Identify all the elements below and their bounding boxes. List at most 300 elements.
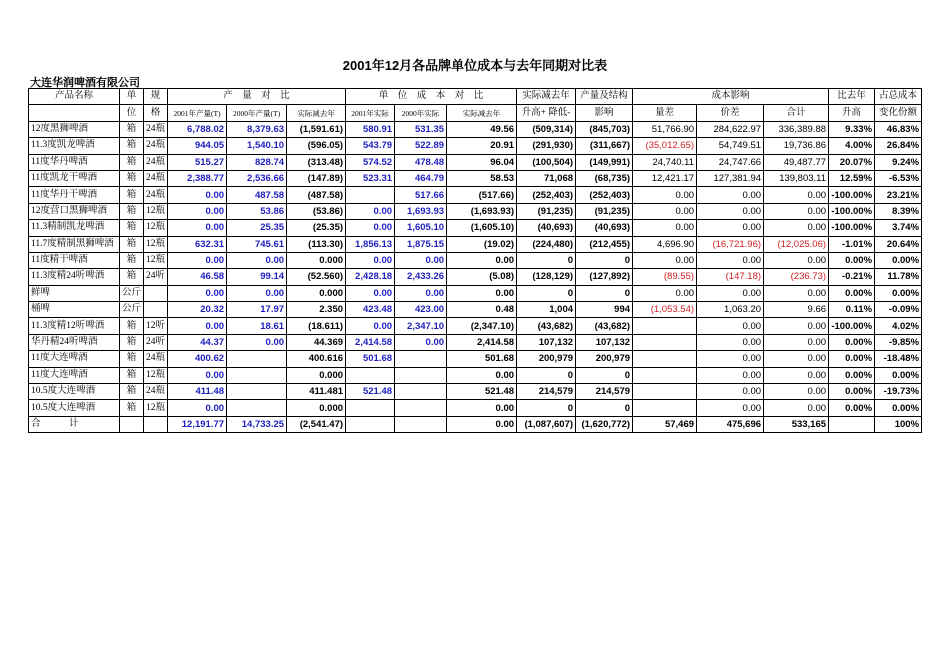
cell-total: 0.00 [764, 203, 829, 219]
cell-vs-last-pct: 0.00% [829, 400, 875, 416]
cell-share-change: -18.48% [875, 351, 922, 367]
cell-actual-minus-last: 0 [517, 252, 576, 268]
cell-uc-2000: 1,875.15 [395, 236, 447, 252]
cell-share-change: 0.00% [875, 285, 922, 301]
cell-price-diff: 284,622.97 [697, 121, 764, 137]
cell-qty-diff [633, 400, 697, 416]
cell-share-change: 0.00% [875, 367, 922, 383]
cell-prod-2000: 0.00 [227, 334, 287, 350]
cell-structure-effect: (252,403) [576, 187, 633, 203]
cell-spec: 24听 [144, 334, 168, 350]
cell-product-name: 11.3精制凯龙啤酒 [29, 220, 120, 236]
company-name: 大连华润啤酒有限公司 [30, 77, 140, 89]
cell-total: 139,803.11 [764, 170, 829, 186]
cell-uc-2001: 0.00 [346, 285, 395, 301]
totals-share: 100% [875, 416, 922, 432]
cell-price-diff: (16,721.96) [697, 236, 764, 252]
cell-qty-diff: 4,696.90 [633, 236, 697, 252]
cell-qty-diff: 0.00 [633, 220, 697, 236]
cell-uc-2000 [395, 400, 447, 416]
cell-structure-effect: (845,703) [576, 121, 633, 137]
cell-uc-2000: 0.00 [395, 334, 447, 350]
cell-structure-effect: (68,735) [576, 170, 633, 186]
cell-prod-2001: 46.58 [168, 269, 227, 285]
cell-structure-effect: 214,579 [576, 384, 633, 400]
cell-share-change: 26.84% [875, 138, 922, 154]
cell-vs-last-pct: 20.07% [829, 154, 875, 170]
header-actual-minus-last: 实际减去年 [517, 89, 576, 105]
cell-prod-2000: 53.86 [227, 203, 287, 219]
cell-prod-2001: 0.00 [168, 285, 227, 301]
cell-unit: 箱 [120, 400, 144, 416]
cell-uc-2001: 2,414.58 [346, 334, 395, 350]
cell-price-diff: 127,381.94 [697, 170, 764, 186]
cell-structure-effect: (43,682) [576, 318, 633, 334]
cell-qty-diff: 51,766.90 [633, 121, 697, 137]
cell-prod-diff: (113.30) [287, 236, 346, 252]
report-title: 2001年12月各品牌单位成本与去年同期对比表 [342, 58, 608, 73]
cell-price-diff: 0.00 [697, 318, 764, 334]
cell-prod-diff: 0.000 [287, 367, 346, 383]
cell-uc-diff: 0.00 [447, 285, 517, 301]
cell-structure-effect: 200,979 [576, 351, 633, 367]
cell-uc-2001: 2,428.18 [346, 269, 395, 285]
totals-uc-diff: 0.00 [447, 416, 517, 432]
cell-unit: 箱 [120, 154, 144, 170]
cell-prod-2000: 18.61 [227, 318, 287, 334]
table-row [29, 400, 922, 416]
cell-prod-diff: 44.369 [287, 334, 346, 350]
cell-prod-2001: 0.00 [168, 220, 227, 236]
cell-prod-2001: 632.31 [168, 236, 227, 252]
cell-share-change: 0.00% [875, 400, 922, 416]
cell-uc-2001: 543.79 [346, 138, 395, 154]
header-product-name-cont [29, 105, 120, 121]
cell-actual-minus-last: (291,930) [517, 138, 576, 154]
cell-uc-diff: (2,347.10) [447, 318, 517, 334]
header-prod-2000: 2000年产量(T) [227, 105, 287, 121]
cell-prod-diff: (147.89) [287, 170, 346, 186]
cell-share-change: 4.02% [875, 318, 922, 334]
cell-product-name: 华丹精24听啤酒 [29, 334, 120, 350]
cell-prod-diff: (1,591.61) [287, 121, 346, 137]
cell-actual-minus-last: 214,579 [517, 384, 576, 400]
header-uc-2000: 2000年实际 [395, 105, 447, 121]
cell-uc-2001 [346, 187, 395, 203]
header-price-diff: 价差 [697, 105, 764, 121]
table-row [29, 367, 922, 383]
cell-actual-minus-last: (509,314) [517, 121, 576, 137]
cell-uc-2001: 0.00 [346, 203, 395, 219]
cell-unit: 箱 [120, 252, 144, 268]
cell-qty-diff [633, 334, 697, 350]
cell-total: (12,025.06) [764, 236, 829, 252]
cell-actual-minus-last: 71,068 [517, 170, 576, 186]
cell-qty-diff: 0.00 [633, 252, 697, 268]
cell-structure-effect: (91,235) [576, 203, 633, 219]
cell-vs-last-pct: 9.33% [829, 121, 875, 137]
cell-uc-diff: 20.91 [447, 138, 517, 154]
totals-structure-effect: (1,620,772) [576, 416, 633, 432]
cell-spec: 12瓶 [144, 203, 168, 219]
table-row [29, 170, 922, 186]
cell-uc-2000: 517.66 [395, 187, 447, 203]
cell-uc-diff: 521.48 [447, 384, 517, 400]
cell-uc-diff: 2,414.58 [447, 334, 517, 350]
cell-structure-effect: (40,693) [576, 220, 633, 236]
cell-total: 0.00 [764, 400, 829, 416]
cell-uc-2001 [346, 367, 395, 383]
cell-spec: 24瓶 [144, 170, 168, 186]
cell-prod-diff: (25.35) [287, 220, 346, 236]
cell-total: 0.00 [764, 220, 829, 236]
cell-share-change: -19.73% [875, 384, 922, 400]
table-row [29, 351, 922, 367]
cell-actual-minus-last: (224,480) [517, 236, 576, 252]
cell-share-change: 9.24% [875, 154, 922, 170]
cell-total: 49,487.77 [764, 154, 829, 170]
cell-actual-minus-last: (100,504) [517, 154, 576, 170]
cell-actual-minus-last: (128,129) [517, 269, 576, 285]
cell-vs-last-pct: -100.00% [829, 187, 875, 203]
cell-prod-diff: (18.611) [287, 318, 346, 334]
cell-unit: 箱 [120, 334, 144, 350]
cell-vs-last-pct: 4.00% [829, 138, 875, 154]
table-row [29, 121, 922, 137]
cell-qty-diff: (89.55) [633, 269, 697, 285]
cell-uc-diff: (5.08) [447, 269, 517, 285]
cell-spec [144, 285, 168, 301]
cell-prod-2000: 99.14 [227, 269, 287, 285]
cell-uc-2001: 521.48 [346, 384, 395, 400]
cell-share-change: 23.21% [875, 187, 922, 203]
cell-uc-diff: (1,693.93) [447, 203, 517, 219]
cell-share-change: 3.74% [875, 220, 922, 236]
cell-vs-last-pct: 12.59% [829, 170, 875, 186]
cell-prod-diff: (53.86) [287, 203, 346, 219]
cell-structure-effect: (149,991) [576, 154, 633, 170]
cell-spec: 24瓶 [144, 138, 168, 154]
cell-prod-diff: 411.481 [287, 384, 346, 400]
table-row [29, 236, 922, 252]
cell-uc-2001: 423.48 [346, 302, 395, 318]
header-product-name: 产品名称 [29, 89, 120, 105]
cell-uc-diff: 0.00 [447, 400, 517, 416]
table-row [29, 285, 922, 301]
cell-price-diff: 0.00 [697, 285, 764, 301]
cell-prod-2000: 745.61 [227, 236, 287, 252]
cell-prod-diff: 0.000 [287, 400, 346, 416]
cell-prod-2001: 2,388.77 [168, 170, 227, 186]
cell-spec: 24瓶 [144, 384, 168, 400]
header-spec: 规 [144, 89, 168, 105]
cell-spec: 24听 [144, 269, 168, 285]
cell-total: 0.00 [764, 384, 829, 400]
cell-uc-2001: 0.00 [346, 252, 395, 268]
cell-prod-2001: 0.00 [168, 187, 227, 203]
cell-spec: 12瓶 [144, 367, 168, 383]
cell-prod-diff: (596.05) [287, 138, 346, 154]
cell-vs-last-pct: -100.00% [829, 220, 875, 236]
cell-prod-2001: 0.00 [168, 367, 227, 383]
cell-uc-2000: 423.00 [395, 302, 447, 318]
table-row [29, 334, 922, 350]
cell-price-diff: 0.00 [697, 351, 764, 367]
cell-spec: 12瓶 [144, 252, 168, 268]
cell-uc-diff: (1,605.10) [447, 220, 517, 236]
cell-uc-2000: 522.89 [395, 138, 447, 154]
cell-uc-diff: 0.00 [447, 252, 517, 268]
cell-price-diff: 1,063.20 [697, 302, 764, 318]
cell-prod-diff: 0.000 [287, 285, 346, 301]
cell-total: 0.00 [764, 334, 829, 350]
cell-spec: 24瓶 [144, 187, 168, 203]
cell-qty-diff [633, 318, 697, 334]
table-row [29, 187, 922, 203]
cell-price-diff: 0.00 [697, 384, 764, 400]
table-row [29, 220, 922, 236]
cell-price-diff: 0.00 [697, 187, 764, 203]
cell-prod-2000 [227, 400, 287, 416]
header-effect: 影响 [576, 105, 633, 121]
header-total: 合计 [764, 105, 829, 121]
cell-share-change: -6.53% [875, 170, 922, 186]
cell-uc-2001 [346, 400, 395, 416]
cell-uc-2000 [395, 367, 447, 383]
header-uc-2001: 2001年实际 [346, 105, 395, 121]
header-row-1 [29, 89, 922, 105]
cell-prod-2000 [227, 384, 287, 400]
cell-unit: 箱 [120, 269, 144, 285]
cell-spec: 12听 [144, 318, 168, 334]
cell-vs-last-pct: 0.00% [829, 252, 875, 268]
table-row [29, 384, 922, 400]
cell-share-change: 11.78% [875, 269, 922, 285]
header-uc-diff: 实际减去年 [447, 105, 517, 121]
cell-uc-2000: 1,693.93 [395, 203, 447, 219]
cell-share-change: 20.64% [875, 236, 922, 252]
cell-product-name: 11度大连啤酒 [29, 351, 120, 367]
cell-uc-2000: 2,347.10 [395, 318, 447, 334]
cell-actual-minus-last: 0 [517, 285, 576, 301]
cell-uc-2000: 2,433.26 [395, 269, 447, 285]
cell-product-name: 10.5度大连啤酒 [29, 400, 120, 416]
cell-uc-2000 [395, 351, 447, 367]
cell-prod-2001: 400.62 [168, 351, 227, 367]
cell-share-change: 46.83% [875, 121, 922, 137]
cell-qty-diff [633, 367, 697, 383]
cell-product-name: 11.7度精制黑狮啤酒 [29, 236, 120, 252]
cell-product-name: 桶啤 [29, 302, 120, 318]
cell-qty-diff: 0.00 [633, 187, 697, 203]
cell-prod-2000: 2,536.66 [227, 170, 287, 186]
header-unit: 单 [120, 89, 144, 105]
cell-spec: 24瓶 [144, 121, 168, 137]
cell-prod-2001: 411.48 [168, 384, 227, 400]
cell-vs-last-pct: 0.00% [829, 384, 875, 400]
totals-prod-diff: (2,541.47) [287, 416, 346, 432]
cell-vs-last-pct: 0.00% [829, 334, 875, 350]
cell-qty-diff [633, 384, 697, 400]
cell-prod-2001: 20.32 [168, 302, 227, 318]
cell-structure-effect: (311,667) [576, 138, 633, 154]
totals-label: 合 计 [29, 416, 120, 432]
cell-product-name: 鲜啤 [29, 285, 120, 301]
totals-uc-2000 [395, 416, 447, 432]
cell-prod-diff: 400.616 [287, 351, 346, 367]
totals-actual-minus-last: (1,087,607) [517, 416, 576, 432]
totals-price-diff: 475,696 [697, 416, 764, 432]
cell-uc-2001: 523.31 [346, 170, 395, 186]
cell-total: 336,389.88 [764, 121, 829, 137]
header-vs-last-year: 比去年 [829, 89, 875, 105]
table-row [29, 138, 922, 154]
cell-uc-diff: 58.53 [447, 170, 517, 186]
cell-product-name: 11度凯龙干啤酒 [29, 170, 120, 186]
header-rise: 升高 [829, 105, 875, 121]
cell-prod-2001: 944.05 [168, 138, 227, 154]
cell-price-diff: 0.00 [697, 220, 764, 236]
table-row [29, 318, 922, 334]
cost-comparison-table [28, 88, 922, 433]
cell-structure-effect: 0 [576, 285, 633, 301]
cell-product-name: 11.3度精24听啤酒 [29, 269, 120, 285]
cell-qty-diff [633, 351, 697, 367]
cell-price-diff: 0.00 [697, 334, 764, 350]
cell-product-name: 11度华丹啤酒 [29, 154, 120, 170]
cell-actual-minus-last: 200,979 [517, 351, 576, 367]
cell-uc-2001: 501.68 [346, 351, 395, 367]
cell-total: 9.66 [764, 302, 829, 318]
cell-uc-2000 [395, 384, 447, 400]
cell-total: 0.00 [764, 351, 829, 367]
cell-prod-2000: 8,379.63 [227, 121, 287, 137]
cell-structure-effect: (212,455) [576, 236, 633, 252]
table-row [29, 154, 922, 170]
cell-price-diff: 24,747.66 [697, 154, 764, 170]
cell-prod-2001: 0.00 [168, 203, 227, 219]
cell-vs-last-pct: -100.00% [829, 203, 875, 219]
cell-price-diff: 0.00 [697, 367, 764, 383]
cell-price-diff: 0.00 [697, 400, 764, 416]
cell-prod-diff: 0.000 [287, 252, 346, 268]
cell-vs-last-pct: 0.00% [829, 351, 875, 367]
cell-prod-diff: (313.48) [287, 154, 346, 170]
cell-unit: 箱 [120, 367, 144, 383]
cell-uc-diff: (517.66) [447, 187, 517, 203]
cell-actual-minus-last: 0 [517, 400, 576, 416]
cell-price-diff: (147.18) [697, 269, 764, 285]
cell-unit: 箱 [120, 121, 144, 137]
cell-qty-diff: 0.00 [633, 285, 697, 301]
header-qty-diff: 量差 [633, 105, 697, 121]
cell-vs-last-pct: 0.00% [829, 367, 875, 383]
cell-prod-2000 [227, 351, 287, 367]
header-production-group: 产 量 对 比 [168, 89, 346, 105]
cell-prod-2000: 1,540.10 [227, 138, 287, 154]
cell-total: 0.00 [764, 367, 829, 383]
cell-uc-2000: 0.00 [395, 252, 447, 268]
cell-unit: 箱 [120, 384, 144, 400]
cell-unit: 箱 [120, 138, 144, 154]
cell-prod-2000: 0.00 [227, 285, 287, 301]
cell-spec: 24瓶 [144, 154, 168, 170]
cell-uc-diff: 0.48 [447, 302, 517, 318]
cell-actual-minus-last: (40,693) [517, 220, 576, 236]
cell-uc-2001: 1,856.13 [346, 236, 395, 252]
cell-actual-minus-last: 0 [517, 367, 576, 383]
cell-product-name: 10.5度大连啤酒 [29, 384, 120, 400]
cell-actual-minus-last: 1,004 [517, 302, 576, 318]
cell-product-name: 11度精干啤酒 [29, 252, 120, 268]
totals-uc-2001 [346, 416, 395, 432]
cell-structure-effect: 0 [576, 252, 633, 268]
cell-prod-2001: 0.00 [168, 400, 227, 416]
header-cost-effect-group: 成本影响 [633, 89, 829, 105]
cell-prod-2000: 828.74 [227, 154, 287, 170]
cell-uc-2001: 580.91 [346, 121, 395, 137]
cell-actual-minus-last: (43,682) [517, 318, 576, 334]
cell-uc-2000: 1,605.10 [395, 220, 447, 236]
header-row-2 [29, 105, 922, 121]
totals-total: 533,165 [764, 416, 829, 432]
cell-total: (236.73) [764, 269, 829, 285]
cell-product-name: 11.3度凯龙啤酒 [29, 138, 120, 154]
cell-structure-effect: (127,892) [576, 269, 633, 285]
cell-spec [144, 302, 168, 318]
cell-uc-2000: 531.35 [395, 121, 447, 137]
cell-prod-diff: 2.350 [287, 302, 346, 318]
cell-structure-effect: 994 [576, 302, 633, 318]
cell-vs-last-pct: -1.01% [829, 236, 875, 252]
header-spec-cont: 格 [144, 105, 168, 121]
cell-uc-2001: 0.00 [346, 318, 395, 334]
table-row [29, 252, 922, 268]
cell-spec: 12瓶 [144, 220, 168, 236]
cell-total: 0.00 [764, 285, 829, 301]
cell-qty-diff: 24,740.11 [633, 154, 697, 170]
cell-prod-2000 [227, 367, 287, 383]
cell-share-change: -9.85% [875, 334, 922, 350]
cell-uc-2001: 574.52 [346, 154, 395, 170]
cell-product-name: 11.3度精12听啤酒 [29, 318, 120, 334]
cell-uc-diff: (19.02) [447, 236, 517, 252]
cell-uc-diff: 0.00 [447, 367, 517, 383]
cell-spec: 24瓶 [144, 351, 168, 367]
cell-share-change: -0.09% [875, 302, 922, 318]
cell-product-name: 12度营口黑狮啤酒 [29, 203, 120, 219]
cell-uc-diff: 501.68 [447, 351, 517, 367]
cell-total: 0.00 [764, 187, 829, 203]
cell-product-name: 12度黑狮啤酒 [29, 121, 120, 137]
cell-prod-2001: 6,788.02 [168, 121, 227, 137]
cell-structure-effect: 0 [576, 367, 633, 383]
header-output-structure: 产量及结构 [576, 89, 633, 105]
header-up-down: 升高+ 降低- [517, 105, 576, 121]
cell-qty-diff: (35,012.65) [633, 138, 697, 154]
cell-uc-2001: 0.00 [346, 220, 395, 236]
cell-structure-effect: 0 [576, 400, 633, 416]
cell-price-diff: 0.00 [697, 252, 764, 268]
cell-prod-2001: 515.27 [168, 154, 227, 170]
header-unit-cont: 位 [120, 105, 144, 121]
totals-prod-2000: 14,733.25 [227, 416, 287, 432]
header-prod-2001: 2001年产量(T) [168, 105, 227, 121]
cell-prod-2000: 0.00 [227, 252, 287, 268]
cell-prod-diff: (52.560) [287, 269, 346, 285]
cell-share-change: 8.39% [875, 203, 922, 219]
totals-row [29, 416, 922, 432]
